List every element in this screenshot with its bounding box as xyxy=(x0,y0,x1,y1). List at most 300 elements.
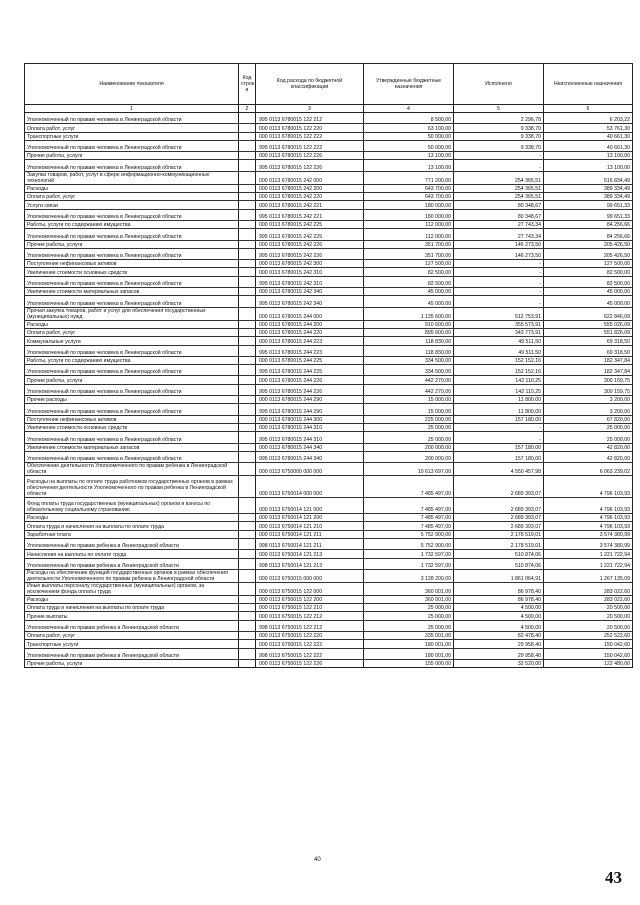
cell-line-code xyxy=(239,376,256,384)
table-row xyxy=(25,522,633,530)
cell-line-code xyxy=(239,288,256,296)
table-row xyxy=(25,201,633,209)
cell-line-code xyxy=(239,252,256,260)
cell-budget-code: 000 0113 6780015 244 290 xyxy=(256,396,364,404)
cell-name: Транспортные услуги xyxy=(25,640,239,648)
cell-approved: 7 485 497,00 xyxy=(364,479,454,498)
cell-line-code xyxy=(239,562,256,570)
cell-name: Расходы на выплаты по оплате труда работников государственных органов в рамках обеспечения деятельности Уполномоченного по правам ребенка в Ленинградской области xyxy=(25,479,239,498)
header-name: Наименование показателя xyxy=(25,64,239,105)
cell-executed: 9 338,70 xyxy=(454,144,544,152)
cell-executed: 80 348,67 xyxy=(454,201,544,209)
cell-executed: 355 573,91 xyxy=(454,320,544,328)
cell-line-code xyxy=(239,455,256,463)
table-row xyxy=(25,455,633,463)
cell-line-code xyxy=(239,320,256,328)
table-row xyxy=(25,612,633,620)
cell-approved: 45 000,00 xyxy=(364,299,454,307)
cell-executed: 152 152,16 xyxy=(454,356,544,364)
cell-name: Уполномоченный по правам человека в Ленинградской области xyxy=(25,163,239,171)
cell-executed: 152 152,16 xyxy=(454,368,544,376)
cell-unexecuted: 45 000,00 xyxy=(544,299,633,307)
cell-unexecuted: 389 334,49 xyxy=(544,193,633,201)
column-number: 3 xyxy=(256,105,364,113)
cell-executed: 146 273,50 xyxy=(454,252,544,260)
cell-name: Уполномоченный по правам человека в Ленинградской области xyxy=(25,435,239,443)
cell-approved: 112 000,00 xyxy=(364,232,454,240)
cell-budget-code: 000 0113 6750015 122 226 xyxy=(256,659,364,667)
cell-approved: 200 000,00 xyxy=(364,455,454,463)
cell-approved: 5 752 900,00 xyxy=(364,542,454,550)
cell-line-code xyxy=(239,213,256,221)
cell-executed: 82 478,40 xyxy=(454,632,544,640)
cell-budget-code: 000 0113 6780015 242 226 xyxy=(256,240,364,248)
cell-name: Поступление нефинансовых активов xyxy=(25,415,239,423)
cell-name: Уполномоченный по правам ребенка в Ленинградской области xyxy=(25,542,239,550)
cell-unexecuted: 25 000,00 xyxy=(544,423,633,431)
cell-line-code xyxy=(239,201,256,209)
cell-executed: 2 689 393,07 xyxy=(454,522,544,530)
cell-name: Оплата работ, услуг xyxy=(25,328,239,336)
header-executed: Исполнено xyxy=(454,64,544,105)
cell-name: Оплата труда и начисления на выплаты по оплате труда xyxy=(25,604,239,612)
cell-approved: 643 700,00 xyxy=(364,184,454,192)
table-row xyxy=(25,124,633,132)
cell-unexecuted: 150 042,60 xyxy=(544,652,633,660)
table-row xyxy=(25,514,633,522)
cell-budget-code: 000 0113 6750014 000 000 xyxy=(256,479,364,498)
cell-approved: 200 000,00 xyxy=(364,443,454,451)
cell-executed: - xyxy=(454,288,544,296)
header-approved: Утвержденные бюджетные назначения xyxy=(364,64,454,105)
cell-unexecuted: 127 500,00 xyxy=(544,260,633,268)
cell-unexecuted: 205 426,50 xyxy=(544,240,633,248)
cell-line-code xyxy=(239,268,256,276)
table-row xyxy=(25,163,633,171)
cell-unexecuted: 622 846,09 xyxy=(544,307,633,320)
cell-unexecuted: 283 022,60 xyxy=(544,595,633,603)
cell-name: Увеличение стоимости материальных запасов xyxy=(25,443,239,451)
table-row xyxy=(25,562,633,570)
cell-executed: 157 180,00 xyxy=(454,415,544,423)
cell-approved: 15 000,00 xyxy=(364,407,454,415)
cell-name: Уполномоченный по правам человека в Ленинградской области xyxy=(25,116,239,124)
cell-name: Увеличение стоимости основных средств xyxy=(25,423,239,431)
cell-budget-code: 000 0113 6750014 121 200 xyxy=(256,514,364,522)
table-row xyxy=(25,184,633,192)
cell-line-code xyxy=(239,423,256,431)
cell-unexecuted: 3 200,00 xyxy=(544,396,633,404)
cell-budget-code: 000 0113 6780015 242 000 xyxy=(256,171,364,184)
cell-executed: 86 978,40 xyxy=(454,595,544,603)
cell-approved: 25 000,00 xyxy=(364,604,454,612)
table-row xyxy=(25,388,633,396)
cell-approved: 442 270,00 xyxy=(364,376,454,384)
cell-budget-code: 000 0113 6780015 122 220 xyxy=(256,124,364,132)
cell-name: Расходы xyxy=(25,595,239,603)
cell-name: Уполномоченный по правам человека в Ленинградской области xyxy=(25,232,239,240)
cell-line-code xyxy=(239,388,256,396)
cell-approved: 335 001,00 xyxy=(364,632,454,640)
table-row xyxy=(25,368,633,376)
cell-unexecuted: 182 347,84 xyxy=(544,368,633,376)
cell-budget-code: 995 0113 6780015 242 226 xyxy=(256,252,364,260)
cell-line-code xyxy=(239,550,256,558)
cell-unexecuted: 69 318,50 xyxy=(544,337,633,345)
cell-unexecuted: 3 200,00 xyxy=(544,407,633,415)
page-stamp: 43 xyxy=(605,868,622,887)
cell-budget-code: 998 0113 6750015 122 222 xyxy=(256,652,364,660)
cell-name: Уполномоченный по правам человека в Ленинградской области xyxy=(25,349,239,357)
cell-budget-code: 000 0113 6750014 121 211 xyxy=(256,530,364,538)
cell-line-code xyxy=(239,280,256,288)
cell-approved: 8 500,00 xyxy=(364,116,454,124)
cell-approved: 334 500,00 xyxy=(364,368,454,376)
cell-budget-code: 000 0113 6780015 242 220 xyxy=(256,193,364,201)
table-row xyxy=(25,193,633,201)
cell-unexecuted: 42 820,00 xyxy=(544,443,633,451)
cell-executed: 1 861 064,91 xyxy=(454,569,544,582)
cell-executed: 49 511,50 xyxy=(454,349,544,357)
cell-approved: 13 100,00 xyxy=(364,163,454,171)
cell-budget-code: 995 0113 6780015 242 225 xyxy=(256,232,364,240)
cell-approved: 3 128 200,00 xyxy=(364,569,454,582)
cell-line-code xyxy=(239,479,256,498)
cell-executed: - xyxy=(454,268,544,276)
cell-name: Уполномоченный по правам ребенка в Ленинградской области xyxy=(25,624,239,632)
cell-unexecuted: 40 661,30 xyxy=(544,144,633,152)
budget-table xyxy=(24,63,633,668)
cell-line-code xyxy=(239,152,256,160)
cell-budget-code: 000 0113 6780015 244 223 xyxy=(256,337,364,345)
cell-name: Уполномоченный по правам ребенка в Ленинградской области xyxy=(25,652,239,660)
cell-executed: 29 958,40 xyxy=(454,640,544,648)
page-number: 40 xyxy=(314,857,321,863)
cell-name: Фонд оплаты труда государственных (муниципальных) органов и взносы по обязательному социальному страхованию xyxy=(25,501,239,514)
cell-line-code xyxy=(239,260,256,268)
cell-executed: 510 874,06 xyxy=(454,550,544,558)
cell-name: Оплата труда и начисления на выплаты по оплате труда xyxy=(25,522,239,530)
cell-approved: 180 000,00 xyxy=(364,213,454,221)
column-number: 4 xyxy=(364,105,454,113)
cell-approved: 180 001,00 xyxy=(364,640,454,648)
table-row xyxy=(25,320,633,328)
cell-executed: 146 273,50 xyxy=(454,240,544,248)
table-row xyxy=(25,530,633,538)
cell-name: Прочие работы, услуги xyxy=(25,659,239,667)
cell-budget-code: 995 0113 6780015 244 223 xyxy=(256,349,364,357)
cell-unexecuted: 99 651,33 xyxy=(544,213,633,221)
cell-line-code xyxy=(239,337,256,345)
cell-executed: - xyxy=(454,152,544,160)
cell-budget-code: 000 0113 6780015 242 221 xyxy=(256,201,364,209)
cell-approved: 360 001,00 xyxy=(364,595,454,603)
cell-approved: 643 700,00 xyxy=(364,193,454,201)
column-number: 1 xyxy=(25,105,239,113)
cell-line-code xyxy=(239,624,256,632)
cell-executed: 2 689 393,07 xyxy=(454,514,544,522)
cell-unexecuted: 516 834,49 xyxy=(544,171,633,184)
cell-name: Уполномоченный по правам человека в Ленинградской области xyxy=(25,388,239,396)
cell-unexecuted: 4 796 103,93 xyxy=(544,479,633,498)
cell-budget-code: 998 0113 6750014 121 213 xyxy=(256,562,364,570)
column-number: 6 xyxy=(544,105,633,113)
cell-unexecuted: 150 042,60 xyxy=(544,640,633,648)
cell-name: Расходы xyxy=(25,184,239,192)
cell-line-code xyxy=(239,220,256,228)
cell-executed: 4 500,00 xyxy=(454,612,544,620)
cell-unexecuted: 84 256,66 xyxy=(544,232,633,240)
cell-approved: 45 000,00 xyxy=(364,288,454,296)
cell-approved: 442 270,00 xyxy=(364,388,454,396)
table-row xyxy=(25,240,633,248)
cell-budget-code: 995 0113 6780015 244 340 xyxy=(256,455,364,463)
cell-executed: - xyxy=(454,280,544,288)
cell-unexecuted: 82 500,00 xyxy=(544,268,633,276)
table-row xyxy=(25,144,633,152)
cell-executed: - xyxy=(454,299,544,307)
cell-approved: 7 485 497,00 xyxy=(364,514,454,522)
cell-unexecuted: 53 761,30 xyxy=(544,124,633,132)
cell-name: Работы, услуги по содержанию имущества xyxy=(25,356,239,364)
header-unexecuted: Неисполненные назначения xyxy=(544,64,633,105)
cell-budget-code: 000 0113 6780015 242 310 xyxy=(256,268,364,276)
table-row xyxy=(25,443,633,451)
cell-line-code xyxy=(239,640,256,648)
cell-line-code xyxy=(239,435,256,443)
table-row xyxy=(25,252,633,260)
cell-budget-code: 000 0113 6780015 242 225 xyxy=(256,220,364,228)
cell-approved: 351 700,00 xyxy=(364,240,454,248)
cell-approved: 10 613 697,00 xyxy=(364,463,454,476)
cell-unexecuted: 1 221 722,94 xyxy=(544,550,633,558)
cell-unexecuted: 20 500,00 xyxy=(544,612,633,620)
cell-executed: 157 180,00 xyxy=(454,455,544,463)
table-row xyxy=(25,632,633,640)
table-row xyxy=(25,232,633,240)
cell-line-code xyxy=(239,542,256,550)
cell-unexecuted: 13 100,00 xyxy=(544,163,633,171)
cell-line-code xyxy=(239,124,256,132)
cell-name: Уполномоченный по правам человека в Ленинградской области xyxy=(25,455,239,463)
cell-budget-code: 000 0113 6780015 244 000 xyxy=(256,307,364,320)
cell-budget-code: 995 0113 6780015 122 212 xyxy=(256,116,364,124)
cell-name: Прочие выплаты xyxy=(25,612,239,620)
cell-executed: 2 178 519,01 xyxy=(454,542,544,550)
cell-executed: 142 110,25 xyxy=(454,376,544,384)
cell-approved: 7 485 497,00 xyxy=(364,522,454,530)
cell-budget-code: 995 0113 6780015 122 222 xyxy=(256,144,364,152)
table-row xyxy=(25,435,633,443)
cell-budget-code: 000 0113 6750014 121 210 xyxy=(256,522,364,530)
cell-approved: 82 500,00 xyxy=(364,280,454,288)
cell-executed: 254 365,51 xyxy=(454,184,544,192)
table-row xyxy=(25,356,633,364)
cell-unexecuted: 6 063 239,02 xyxy=(544,463,633,476)
cell-name: Прочие работы, услуги xyxy=(25,240,239,248)
table-row xyxy=(25,132,633,140)
cell-name: Прочие работы, услуги xyxy=(25,376,239,384)
cell-approved: 82 500,00 xyxy=(364,268,454,276)
cell-unexecuted: 20 500,00 xyxy=(544,624,633,632)
cell-executed: 9 338,70 xyxy=(454,132,544,140)
cell-approved: 50 000,00 xyxy=(364,144,454,152)
cell-budget-code: 000 0113 6780015 244 310 xyxy=(256,423,364,431)
cell-executed: 254 365,51 xyxy=(454,193,544,201)
cell-approved: 25 000,00 xyxy=(364,624,454,632)
cell-approved: 118 830,00 xyxy=(364,349,454,357)
cell-budget-code: 998 0113 6750014 121 211 xyxy=(256,542,364,550)
table-row xyxy=(25,280,633,288)
cell-line-code xyxy=(239,595,256,603)
cell-unexecuted: 1 267 135,09 xyxy=(544,569,633,582)
cell-budget-code: 000 0113 6780015 122 226 xyxy=(256,152,364,160)
table-row xyxy=(25,220,633,228)
cell-executed: 86 978,40 xyxy=(454,582,544,595)
cell-name: Уполномоченный по правам человека в Ленинградской области xyxy=(25,407,239,415)
cell-executed: 27 743,34 xyxy=(454,220,544,228)
cell-unexecuted: 300 159,75 xyxy=(544,376,633,384)
cell-name: Увеличение стоимости основных средств xyxy=(25,268,239,276)
table-row xyxy=(25,337,633,345)
cell-unexecuted: 6 203,22 xyxy=(544,116,633,124)
cell-unexecuted: 283 022,60 xyxy=(544,582,633,595)
cell-name: Уполномоченный по правам человека в Ленинградской области xyxy=(25,280,239,288)
cell-executed: 11 800,00 xyxy=(454,407,544,415)
cell-line-code xyxy=(239,443,256,451)
cell-budget-code: 000 0113 6780015 242 340 xyxy=(256,288,364,296)
cell-name: Уполномоченный по правам человека в Ленинградской области xyxy=(25,252,239,260)
cell-unexecuted: 82 500,00 xyxy=(544,280,633,288)
cell-budget-code: 995 0113 6780015 242 340 xyxy=(256,299,364,307)
table-row xyxy=(25,463,633,476)
cell-executed: 510 874,06 xyxy=(454,562,544,570)
cell-approved: 180 000,00 xyxy=(364,201,454,209)
cell-line-code xyxy=(239,407,256,415)
cell-name: Заработная плата xyxy=(25,530,239,538)
table-row xyxy=(25,299,633,307)
cell-approved: 180 001,00 xyxy=(364,652,454,660)
cell-unexecuted: 4 796 103,93 xyxy=(544,522,633,530)
cell-budget-code: 000 0113 6780015 244 220 xyxy=(256,328,364,336)
cell-budget-code: 000 0113 6780015 122 222 xyxy=(256,132,364,140)
cell-name: Начисления на выплаты по оплате труда xyxy=(25,550,239,558)
cell-budget-code: 995 0113 6780015 244 290 xyxy=(256,407,364,415)
cell-approved: 5 752 900,00 xyxy=(364,530,454,538)
cell-approved: 1 732 597,00 xyxy=(364,550,454,558)
cell-executed: - xyxy=(454,163,544,171)
table-row xyxy=(25,652,633,660)
cell-executed: 80 348,67 xyxy=(454,213,544,221)
cell-line-code xyxy=(239,144,256,152)
cell-executed: 2 296,78 xyxy=(454,116,544,124)
cell-executed: 4 500,00 xyxy=(454,624,544,632)
cell-budget-code: 000 0113 6750014 121 213 xyxy=(256,550,364,558)
cell-line-code xyxy=(239,659,256,667)
cell-unexecuted: 25 000,00 xyxy=(544,435,633,443)
cell-executed: 4 550 457,98 xyxy=(454,463,544,476)
table-row xyxy=(25,542,633,550)
cell-budget-code: 995 0113 6780015 244 226 xyxy=(256,388,364,396)
cell-approved: 910 600,00 xyxy=(364,320,454,328)
cell-approved: 1 732 597,00 xyxy=(364,562,454,570)
cell-name: Оплата работ, услуг xyxy=(25,632,239,640)
table-row xyxy=(25,423,633,431)
cell-unexecuted: 252 522,60 xyxy=(544,632,633,640)
cell-approved: 118 830,00 xyxy=(364,337,454,345)
cell-name: Уполномоченный по правам человека в Ленинградской области xyxy=(25,299,239,307)
cell-budget-code: 000 0113 6750014 121 000 xyxy=(256,501,364,514)
cell-executed: - xyxy=(454,435,544,443)
cell-unexecuted: 42 820,00 xyxy=(544,455,633,463)
cell-name: Обеспечение деятельности Уполномоченного по правам ребенка в Ленинградской области xyxy=(25,463,239,476)
cell-budget-code: 000 0113 6780015 244 200 xyxy=(256,320,364,328)
cell-approved: 15 000,00 xyxy=(364,396,454,404)
cell-budget-code: 995 0113 6780015 122 226 xyxy=(256,163,364,171)
cell-line-code xyxy=(239,652,256,660)
cell-name: Закупка товаров, работ, услуг в сфере информационно-коммуникационных технологий xyxy=(25,171,239,184)
cell-line-code xyxy=(239,240,256,248)
table-row xyxy=(25,171,633,184)
table-row xyxy=(25,260,633,268)
cell-executed: - xyxy=(454,423,544,431)
cell-line-code xyxy=(239,171,256,184)
column-number: 2 xyxy=(239,105,256,113)
cell-unexecuted: 555 026,09 xyxy=(544,320,633,328)
cell-budget-code: 000 0113 6780015 244 340 xyxy=(256,443,364,451)
header-budget-code: Код расхода по бюджетной классификации xyxy=(256,64,364,105)
cell-line-code xyxy=(239,514,256,522)
cell-unexecuted: 3 574 380,99 xyxy=(544,542,633,550)
table-row xyxy=(25,213,633,221)
cell-name: Уполномоченный по правам человека в Ленинградской области xyxy=(25,368,239,376)
cell-name: Услуги связи xyxy=(25,201,239,209)
table-row xyxy=(25,624,633,632)
cell-unexecuted: 122 480,00 xyxy=(544,659,633,667)
cell-approved: 112 000,00 xyxy=(364,220,454,228)
cell-line-code xyxy=(239,163,256,171)
cell-unexecuted: 205 426,50 xyxy=(544,252,633,260)
table-row xyxy=(25,407,633,415)
cell-budget-code: 000 0113 6780015 242 200 xyxy=(256,184,364,192)
cell-name: Иные выплаты персоналу государственных (муниципальных) органов, за исключением фонда оплаты труда xyxy=(25,582,239,595)
cell-line-code xyxy=(239,307,256,320)
cell-line-code xyxy=(239,463,256,476)
cell-budget-code: 000 0113 6750000 000 000 xyxy=(256,463,364,476)
cell-unexecuted: 99 651,33 xyxy=(544,201,633,209)
cell-executed: 27 743,34 xyxy=(454,232,544,240)
cell-line-code xyxy=(239,582,256,595)
cell-unexecuted: 3 574 380,99 xyxy=(544,530,633,538)
cell-executed: - xyxy=(454,260,544,268)
cell-line-code xyxy=(239,604,256,612)
table-row xyxy=(25,569,633,582)
cell-name: Прочая закупка товаров, работ и услуг для обеспечения государственных (муниципальных) нужд xyxy=(25,307,239,320)
cell-name: Работы, услуги по содержанию имущества xyxy=(25,220,239,228)
cell-executed: 32 520,00 xyxy=(454,659,544,667)
cell-name: Расходы xyxy=(25,514,239,522)
column-number: 5 xyxy=(454,105,544,113)
cell-name: Уполномоченный по правам человека в Ленинградской области xyxy=(25,213,239,221)
cell-executed: 11 800,00 xyxy=(454,396,544,404)
cell-unexecuted: 1 221 722,94 xyxy=(544,562,633,570)
cell-line-code xyxy=(239,530,256,538)
cell-unexecuted: 20 500,00 xyxy=(544,604,633,612)
cell-executed: 254 365,51 xyxy=(454,171,544,184)
cell-budget-code: 000 0113 6750015 122 220 xyxy=(256,632,364,640)
cell-executed: 512 753,91 xyxy=(454,307,544,320)
cell-approved: 1 135 600,00 xyxy=(364,307,454,320)
